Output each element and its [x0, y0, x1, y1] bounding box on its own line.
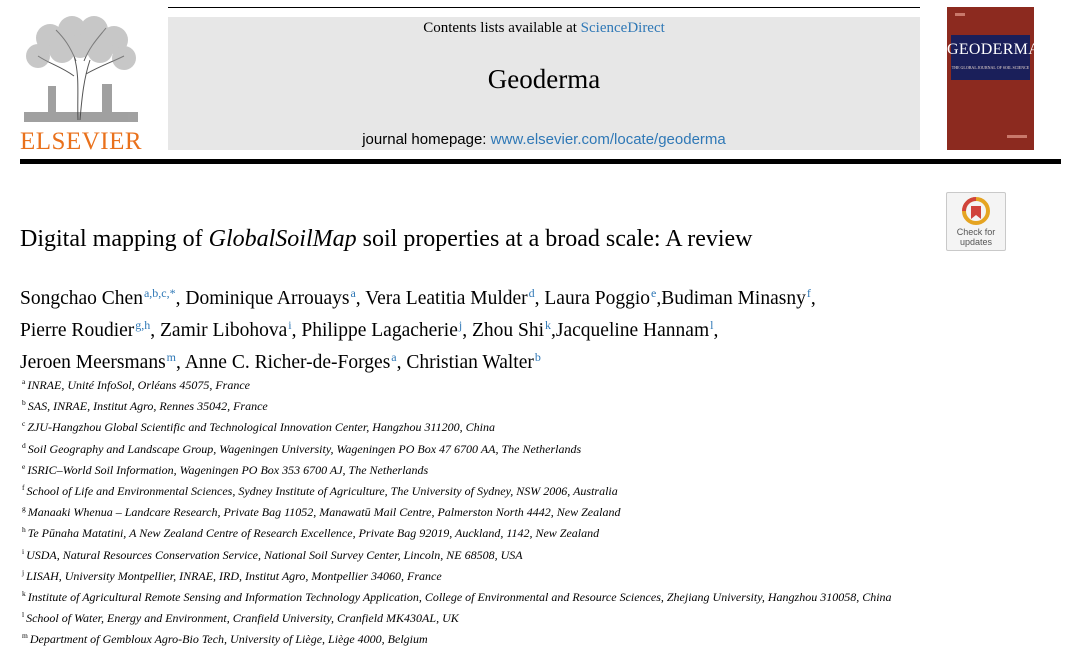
- author-affiliation-marker[interactable]: a: [350, 286, 356, 300]
- affiliation-key: f: [22, 483, 25, 493]
- affiliation-item: [22, 585, 922, 606]
- author-separator: ,: [396, 352, 407, 373]
- cover-title: GEODERMA: [947, 41, 1041, 58]
- author-name[interactable]: Vera Leatitia Mulder: [365, 288, 528, 309]
- title-part1: Digital mapping of: [20, 226, 209, 252]
- author-affiliation-marker[interactable]: g,h: [135, 318, 151, 332]
- affiliation-item: [22, 394, 922, 415]
- author-affiliation-marker[interactable]: b: [534, 350, 541, 364]
- cfu-line2: updates: [959, 237, 993, 247]
- contents-prefix: Contents lists available at: [423, 20, 581, 36]
- elsevier-wordmark: ELSEVIER: [20, 128, 143, 155]
- elsevier-logo[interactable]: [20, 16, 142, 154]
- affiliation-text: LISAH, University Montpellier, INRAE, IRD, Institut Agro, Montpellier 34060, France: [26, 568, 442, 583]
- cover-subtitle: THE GLOBAL JOURNAL OF SOIL SCIENCE: [951, 65, 1030, 70]
- author-separator: ,: [150, 320, 161, 341]
- affiliation-text: Department of Gembloux Agro-Bio Tech, University of Liège, Liège 4000, Belgium: [29, 632, 428, 647]
- affiliation-key: m: [22, 631, 28, 641]
- affiliation-text: SAS, INRAE, Institut Agro, Rennes 35042, France: [27, 399, 268, 414]
- author-name[interactable]: Pierre Roudier: [20, 320, 135, 341]
- affiliation-key: h: [22, 525, 26, 535]
- header-divider: [20, 159, 1061, 164]
- author-separator: ,: [462, 320, 472, 341]
- author-separator: ,: [534, 288, 545, 309]
- affiliation-text: Soil Geography and Landscape Group, Wageningen University, Wageningen PO Box 47 6700 AA, The Netherlands: [27, 441, 582, 456]
- author-list: [20, 280, 920, 376]
- affiliation-text: Institute of Agricultural Remote Sensing and Information Technology Application, College of Environmental and Resource Sciences, Zhejiang University, Hangzhou 310058, China: [27, 590, 892, 605]
- check-for-updates-label: [947, 227, 1005, 247]
- author-affiliation-marker[interactable]: i: [288, 318, 292, 332]
- affiliation-item: [22, 606, 922, 627]
- affiliation-key: i: [22, 546, 25, 556]
- homepage-prefix: journal homepage:: [362, 131, 491, 148]
- affiliation-item: [22, 437, 922, 458]
- affiliation-key: d: [22, 440, 26, 450]
- affiliation-list: [22, 373, 922, 649]
- author-affiliation-marker[interactable]: l: [710, 318, 714, 332]
- check-for-updates-button[interactable]: [946, 192, 1006, 251]
- author-affiliation-marker[interactable]: f: [806, 286, 811, 300]
- contents-line: [168, 20, 920, 37]
- author-name[interactable]: Budiman Minasny: [661, 288, 806, 309]
- author-name[interactable]: Dominique Arrouays: [185, 288, 350, 309]
- affiliation-text: ZJU-Hangzhou Global Scientific and Technological Innovation Center, Hangzhou 311200, China: [27, 420, 495, 435]
- affiliation-key: j: [22, 567, 25, 577]
- affiliation-item: [22, 627, 922, 648]
- author-affiliation-marker[interactable]: d: [528, 286, 535, 300]
- cfu-line1: Check for: [956, 227, 996, 237]
- homepage-line: [168, 131, 920, 148]
- top-rule: [168, 7, 920, 8]
- author-affiliation-marker[interactable]: k: [545, 318, 552, 332]
- affiliation-text: Manaaki Whenua – Landcare Research, Private Bag 11052, Manawatū Mail Centre, Palmerston North 4442, New Zealand: [27, 505, 621, 520]
- author-affiliation-marker[interactable]: j: [458, 318, 463, 332]
- article-title: [20, 226, 753, 253]
- check-updates-icon: [962, 197, 990, 225]
- journal-cover[interactable]: [947, 7, 1041, 150]
- author-name[interactable]: Christian Walter: [406, 352, 534, 373]
- affiliation-key: e: [22, 461, 26, 471]
- affiliation-key: c: [22, 419, 26, 429]
- cover-art-icon: [947, 7, 1041, 150]
- affiliation-text: INRAE, Unité InfoSol, Orléans 45075, France: [27, 378, 250, 392]
- affiliation-item: [22, 373, 922, 394]
- author-name[interactable]: Jeroen Meersmans: [20, 352, 166, 373]
- author-separator: ,: [656, 288, 662, 309]
- affiliation-item: [22, 521, 922, 542]
- author-name[interactable]: Anne C. Richer-de-Forges: [184, 352, 391, 373]
- affiliation-item: [22, 543, 922, 564]
- elsevier-tree-icon: [20, 16, 142, 124]
- affiliation-item: [22, 500, 922, 521]
- journal-title: Geoderma: [487, 64, 601, 94]
- author-affiliation-marker[interactable]: a,b,c,*: [143, 286, 176, 300]
- author-name[interactable]: Laura Poggio: [544, 288, 650, 309]
- journal-header-box: [168, 17, 920, 150]
- author-affiliation-marker[interactable]: e: [651, 286, 657, 300]
- author-separator: ,: [176, 352, 185, 373]
- author-affiliation-marker[interactable]: a: [391, 350, 397, 364]
- author-separator: ,: [713, 320, 719, 341]
- affiliation-item: [22, 415, 922, 436]
- affiliation-key: b: [22, 398, 26, 408]
- affiliation-text: USDA, Natural Resources Conservation Service, National Soil Survey Center, Lincoln, NE 68508, USA: [26, 547, 523, 562]
- affiliation-key: a: [22, 377, 26, 386]
- author-name[interactable]: Zhou Shi: [471, 320, 545, 341]
- affiliation-text: School of Water, Energy and Environment, Cranfield University, Cranfield MK430AL, UK: [26, 611, 459, 626]
- affiliation-text: School of Life and Environmental Sciences, Sydney Institute of Agriculture, The University of Sydney, NSW 2006, Australia: [26, 484, 618, 499]
- author-separator: ,: [810, 288, 816, 309]
- affiliation-item: [22, 479, 922, 500]
- affiliation-item: [22, 458, 922, 479]
- author-separator: ,: [175, 288, 186, 309]
- author-name[interactable]: Songchao Chen: [20, 288, 143, 309]
- affiliation-key: g: [22, 504, 26, 514]
- author-name[interactable]: Jacqueline Hannam: [555, 320, 710, 341]
- affiliation-item: [22, 564, 922, 585]
- affiliation-text: ISRIC–World Soil Information, Wageningen PO Box 353 6700 AJ, The Netherlands: [27, 462, 429, 477]
- affiliation-key: k: [22, 589, 26, 599]
- author-name[interactable]: Philippe Lagacherie: [301, 320, 458, 341]
- affiliation-text: Te Pūnaha Matatini, A New Zealand Centre of Research Excellence, Private Bag 92019, Auckland, 1142, New Zealand: [27, 526, 600, 541]
- author-affiliation-marker[interactable]: m: [166, 350, 177, 364]
- homepage-link[interactable]: www.elsevier.com/locate/geoderma: [490, 131, 726, 148]
- author-separator: ,: [551, 320, 556, 341]
- title-italic: GlobalSoilMap: [208, 226, 357, 252]
- title-part2: soil properties at a broad scale: A review: [356, 226, 753, 252]
- affiliation-key: l: [22, 610, 25, 620]
- sciencedirect-link[interactable]: ScienceDirect: [580, 20, 665, 36]
- author-name[interactable]: Zamir Libohova: [160, 320, 288, 341]
- author-separator: ,: [355, 288, 366, 309]
- author-separator: ,: [291, 320, 302, 341]
